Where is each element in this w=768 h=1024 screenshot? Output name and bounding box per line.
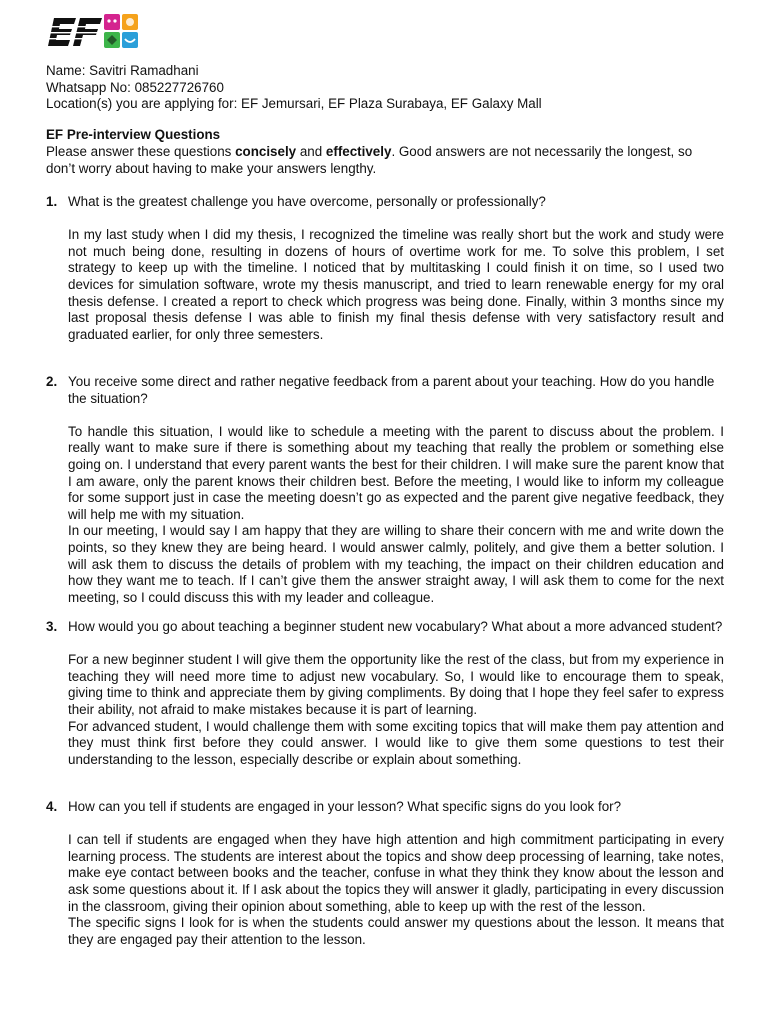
question-text: You receive some direct and rather negative feedback from a parent about your teaching. How do you handle the situation? [68,374,715,406]
question-number: 2. [46,374,58,389]
applicant-info [46,63,542,113]
answer-paragraph: For advanced student, I would challenge them with some exciting topics that will make them pay attention and they must think first before they could answer. I would like to give them some questions to test their understanding to the lesson, especially describe or explain about something. [68,718,724,767]
intro-bold-concisely: concisely [235,144,297,159]
question-number: 3. [46,619,58,634]
question-1 [46,194,724,343]
question-number: 1. [46,194,58,209]
answer-block [68,652,724,768]
ef-logo-letters [47,18,102,46]
ef-logo-squares [104,14,138,48]
answer-paragraph: In my last study when I did my thesis, I recognized the timeline was really short but the work and study were not much being done, resulting in dozens of hours of overtime work for me. To solve this problem, I set strategy to keep up with the timeline. I noticed that by multitasking I could finish it on time, so I used two devices for simulation software, wrote my thesis manuscript, and tried to learn renewable energy for my oral thesis defense. I created a report to check which progress was being done. Finally, within 3 months since my last proposal thesis defense I was able to finish my final thesis defense with very satisfactory result and graduated earlier, for only three semesters. [68,227,724,342]
answer-paragraph: I can tell if students are engaged when they have high attention and high commitment participating in every learning process. The students are interest about the topics and show deep processing of learning, take notes, make eye contact between books and the teacher, confuse in what they think they know about the lesson and ask some questions about it. If I ask about the topics they will answer it gladly, participating in every discussion in the classroom, giving their opinion about something, able to keep up with the rest of the lesson. [68,832,724,914]
question-text: What is the greatest challenge you have overcome, personally or professionally? [68,194,546,209]
intro-bold-effectively: effectively [325,144,392,159]
answer-block [68,832,724,948]
question-text: How can you tell if students are engaged in your lesson? What specific signs do you look for? [68,799,622,814]
answer-paragraph: In our meeting, I would say I am happy that they are willing to share their concern with me and write down the points, so they knew they are being heard. I would answer calmly, politely, and give them a better solution. I will ask them to discuss the details of problem with my teaching, the impact on their children education and how they want me to teach. If I can’t give them the answer straight away, I will ask them to come for the next meeting, so I could discuss this with my leader and colleague. [68,523,724,605]
question-2 [46,374,724,606]
applicant-whatsapp: Whatsapp No: 085227726760 [46,79,224,95]
answer-paragraph: To handle this situation, I would like to schedule a meeting with the parent to discuss about the problem. I really want to make sure if there is something about my teaching that really the problem or something else going on. I understand that every parent wants the best for their children. I will make sure the parent know that I am aware, only the parent knows their children best. Before the meeting, I would like to inform my colleague for some support just in case the meeting doesn’t go as expected and the parent give negative feedback, they will help me with my situation. [68,423,724,522]
ef-logo [46,12,141,52]
answer-block [68,424,724,607]
answer-paragraph: The specific signs I look for is when the students could answer my questions about the lesson. It means that they are engaged pay their attention to the lesson. [68,915,724,947]
question-3 [46,619,724,768]
section-title: EF Pre-interview Questions [46,127,221,142]
intro-part3: . Good answers are not necessarily the longest, so don’t worry about having to make your answers lengthy. [46,144,693,176]
intro-paragraph [46,144,724,177]
question-number: 4. [46,799,58,814]
answer-paragraph: For a new beginner student I will give them the opportunity like the rest of the class, but from my experience in teaching they will need more time to adjust new vocabulary. So, I would like to encourage them to speak, giving time to think and appreciate them by giving compliments. By doing that I hope they feel safer to express their ability, not afraid to make mistakes because it is part of learning. [68,652,724,717]
applicant-locations: Location(s) you are applying for: EF Jemursari, EF Plaza Surabaya, EF Galaxy Mall [46,96,542,112]
applicant-name: Name: Savitri Ramadhani [46,63,199,78]
answer-block [68,227,724,343]
intro-part2: and [296,144,326,159]
question-4 [46,799,724,948]
intro-part1: Please answer these questions [46,144,236,159]
question-text: How would you go about teaching a beginner student new vocabulary? What about a more advanced student? [68,619,723,634]
